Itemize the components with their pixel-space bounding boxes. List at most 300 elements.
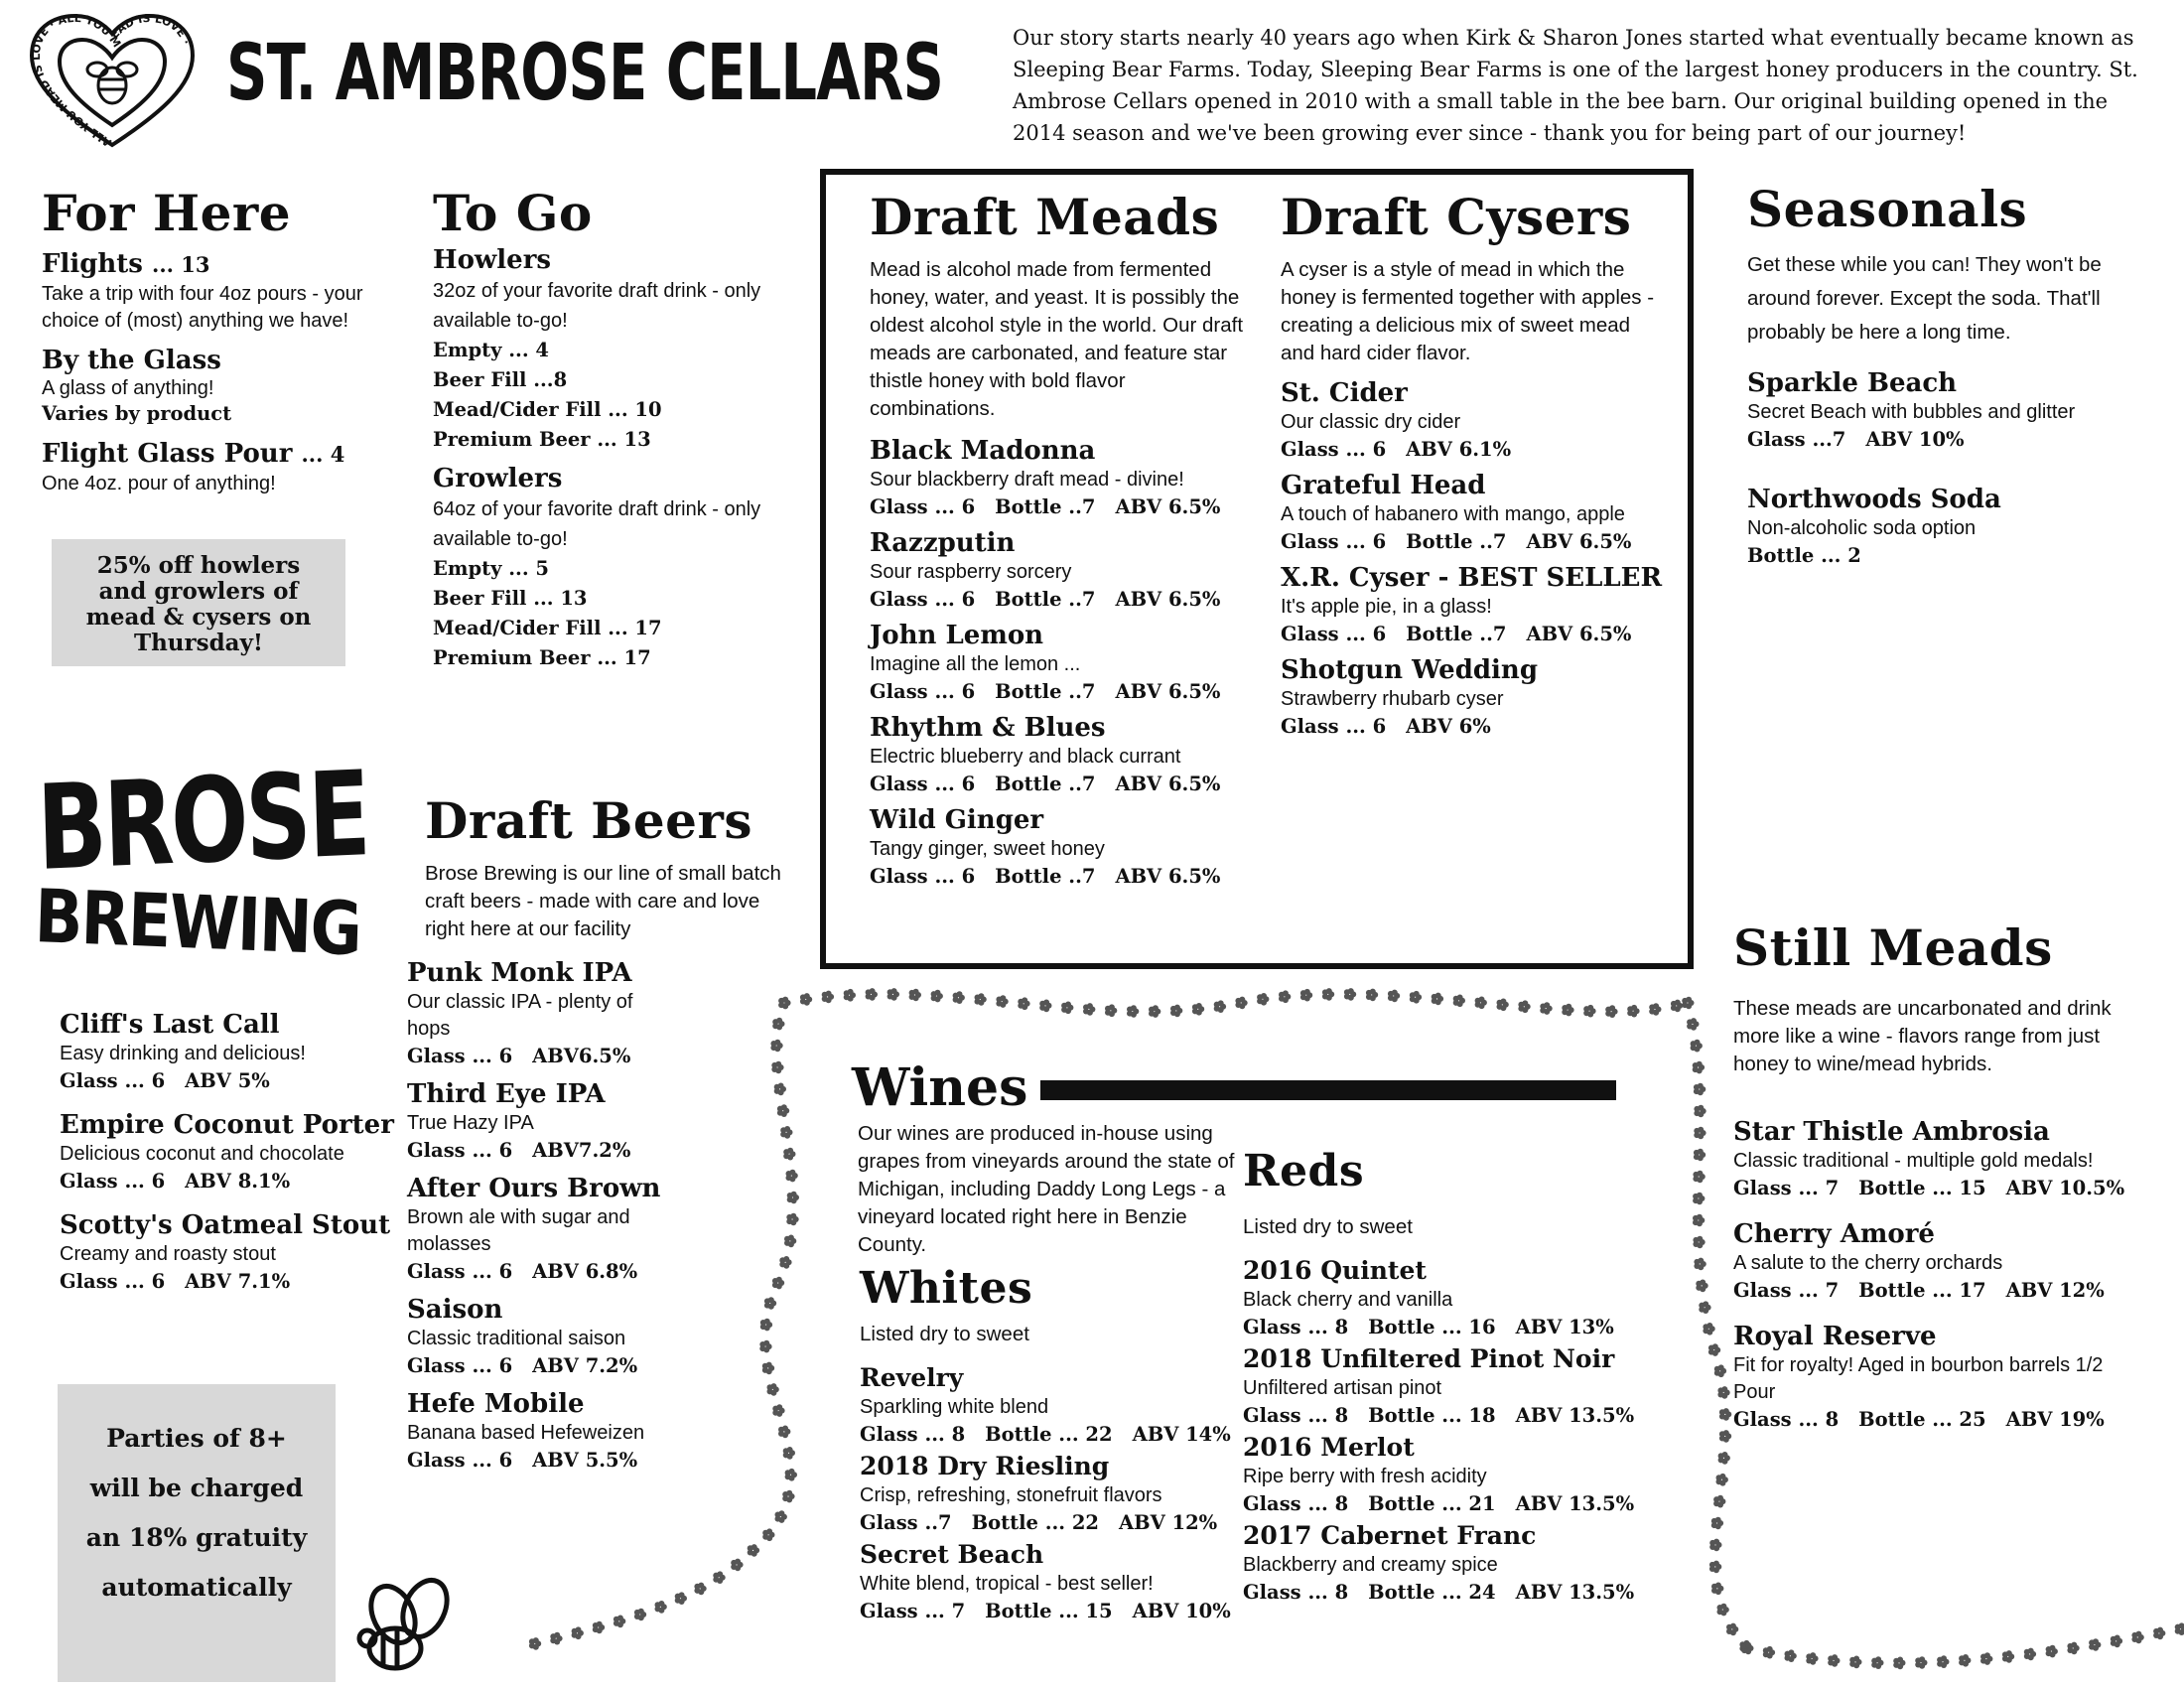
- item-name: Saison: [407, 1295, 503, 1325]
- flower-dot: [1718, 1452, 1730, 1465]
- menu-item: [1281, 562, 1668, 648]
- price-value: Glass ... 6: [1281, 530, 1387, 553]
- menu-item: [407, 1173, 804, 1286]
- wines-title-rule: [1040, 1080, 1616, 1100]
- flower-dot: [1410, 991, 1422, 1004]
- price-value: Glass ... 8: [1243, 1492, 1349, 1515]
- menu-item: [860, 1539, 1237, 1625]
- flower-dot: [1583, 1005, 1595, 1018]
- price-value: ABV 14%: [1132, 1423, 1231, 1446]
- section-title: For Here: [42, 184, 292, 242]
- item-prices: [407, 1352, 804, 1380]
- gratuity-box: Parties of 8+ will be charged an 18% gratuity automatically: [58, 1384, 336, 1682]
- item-prices: [60, 1067, 417, 1095]
- menu-item: [1281, 654, 1668, 741]
- flower-dot: [1714, 1364, 1726, 1377]
- price-value: Glass ... 8: [1243, 1404, 1349, 1427]
- flower-dot: [1627, 1005, 1639, 1018]
- flower-dot: [1694, 1127, 1706, 1140]
- bee-icon: [353, 1563, 463, 1682]
- flower-dot: [1717, 1386, 1729, 1399]
- price-value: Bottle ... 25: [1858, 1408, 1986, 1431]
- flower-dot: [634, 1609, 646, 1621]
- price-value: Bottle ... 17: [1858, 1279, 1986, 1302]
- item-desc: A touch of habanero with mango, apple: [1281, 503, 1625, 525]
- price-value: Glass ... 7: [1733, 1279, 1840, 1302]
- flower-dot: [2175, 1622, 2184, 1635]
- flower-dot: [1214, 1000, 1226, 1013]
- price-value: Bottle ..7: [1406, 623, 1507, 645]
- item-desc: Classic traditional saison: [407, 1328, 626, 1349]
- flower-dot: [1763, 1646, 1775, 1659]
- flower-dot: [1649, 1003, 1661, 1016]
- section-intro: Mead is alcohol made from fermented honey, water, and yeast. It is possibly the oldest alcohol style in the world. Our draft meads are carbonated, and feature star thistle honey with bold flavor combinations.: [870, 258, 1244, 420]
- seal-text: ALL YOU MEAD IS LOVE · ALL YOU MEAD IS LOVE ·: [29, 14, 194, 150]
- item-name: Revelry: [860, 1363, 964, 1392]
- growlers-group: [433, 463, 770, 673]
- price-value: ABV 6.5%: [1115, 495, 1221, 518]
- item-desc: 64oz of your favorite draft drink - only available to-go!: [433, 498, 761, 550]
- item-prices: [1243, 1490, 1660, 1518]
- flower-dot: [1719, 1430, 1731, 1443]
- item-name: Sparkle Beach: [1747, 368, 1958, 398]
- flower-dot: [529, 1637, 541, 1650]
- item-name: Howlers: [433, 245, 552, 275]
- item-prices: [1243, 1402, 1660, 1430]
- item-name: Hefe Mobile: [407, 1389, 585, 1419]
- item-name: St. Cider: [1281, 378, 1408, 408]
- item-note: Varies by product: [42, 402, 232, 425]
- brose-brewing-logo: [33, 745, 393, 973]
- item-price: ... 4: [301, 442, 345, 467]
- item-name: Growlers: [433, 464, 563, 493]
- flower-dot: [2002, 1650, 2014, 1663]
- item-prices: [407, 1258, 804, 1286]
- price-value: Bottle ..7: [995, 773, 1096, 795]
- section-title: Whites: [860, 1263, 1033, 1314]
- item-desc: Banana based Hefeweizen: [407, 1422, 645, 1444]
- flower-dot: [931, 990, 943, 1003]
- flower-dot: [1741, 1642, 1753, 1655]
- flower-dot: [1711, 1583, 1723, 1596]
- price-value: ABV 13%: [1515, 1316, 1614, 1338]
- price-value: ABV 6.5%: [1526, 530, 1632, 553]
- item-desc: One 4oz. pour of anything!: [42, 473, 276, 494]
- section-title: To Go: [433, 184, 593, 242]
- price-value: Glass ... 6: [60, 1270, 166, 1293]
- seasonals-section: [1747, 180, 2144, 600]
- flower-dot: [614, 1616, 625, 1628]
- item-name: Rhythm & Blues: [870, 713, 1106, 743]
- price-value: ABV6.5%: [532, 1045, 631, 1067]
- price-value: ABV 6.5%: [1115, 865, 1221, 888]
- price-value: Glass ... 6: [407, 1045, 513, 1067]
- item-desc: Our classic IPA - plenty of hops: [407, 991, 633, 1040]
- menu-item: [860, 1451, 1237, 1537]
- price-value: Glass ... 6: [1281, 623, 1387, 645]
- item-desc: Our classic dry cider: [1281, 411, 1461, 433]
- price-value: Bottle ... 21: [1368, 1492, 1496, 1515]
- logo-line-1: BROSE: [35, 745, 369, 897]
- flower-dot: [996, 995, 1008, 1008]
- item-desc: Black cherry and vanilla: [1243, 1289, 1453, 1311]
- price-value: Glass ... 6: [1281, 715, 1387, 738]
- flower-dot: [1980, 1652, 1992, 1665]
- item-prices: [870, 493, 1247, 521]
- price-value: Bottle ... 15: [985, 1600, 1113, 1622]
- item-desc: Sparkling white blend: [860, 1396, 1049, 1418]
- item-name: Razzputin: [870, 528, 1016, 558]
- price-value: Glass ... 6: [407, 1139, 513, 1162]
- flower-dot: [1497, 999, 1509, 1012]
- item-name: Northwoods Soda: [1747, 485, 2001, 514]
- flower-dot: [1693, 1061, 1705, 1074]
- flower-dot: [782, 1490, 794, 1503]
- price-value: Glass ... 6: [870, 773, 976, 795]
- item-desc: Unfiltered artisan pinot: [1243, 1377, 1442, 1399]
- item-desc: Classic traditional - multiple gold medals!: [1733, 1150, 2094, 1172]
- flower-dot: [1605, 1005, 1617, 1018]
- flower-dot: [762, 1528, 774, 1541]
- item-name: Star Thistle Ambrosia: [1733, 1117, 2050, 1147]
- item-prices: [1747, 542, 2144, 570]
- price-value: ABV 8.1%: [185, 1170, 291, 1193]
- flower-dot: [1061, 1002, 1073, 1015]
- flower-dot: [1693, 1214, 1705, 1227]
- price-value: ABV 6.5%: [1115, 680, 1221, 703]
- price-value: Glass ... 6: [870, 588, 976, 611]
- flower-dot: [1344, 988, 1356, 1001]
- price-value: ABV 6.5%: [1526, 623, 1632, 645]
- page-title: ST. AMBROSE CELLARS: [226, 29, 944, 118]
- flower-dot: [1711, 1517, 1723, 1530]
- item-prices: [60, 1268, 417, 1296]
- price-value: Bottle ... 22: [971, 1511, 1099, 1534]
- price-value: ABV 13.5%: [1515, 1581, 1635, 1604]
- menu-item: [1243, 1432, 1660, 1518]
- flower-dot: [1322, 988, 1334, 1001]
- flower-dot: [1671, 1000, 1683, 1013]
- flower-dot: [1475, 997, 1487, 1010]
- price-value: Bottle ... 16: [1368, 1316, 1496, 1338]
- price-value: ABV 6.5%: [1115, 588, 1221, 611]
- section-title: Draft Cysers: [1281, 188, 1632, 246]
- price-value: Bottle ..7: [995, 588, 1096, 611]
- flower-dot: [1694, 1105, 1706, 1118]
- item-desc: Delicious coconut and chocolate: [60, 1143, 344, 1165]
- item-prices: [1243, 1314, 1660, 1341]
- flower-dot: [2111, 1635, 2122, 1648]
- draft-cysers-section: [1281, 188, 1668, 747]
- whites-section: [860, 1263, 1237, 1627]
- menu-item: [407, 1294, 804, 1380]
- menu-item: [1243, 1255, 1660, 1341]
- flower-dot: [1719, 1408, 1731, 1421]
- flower-dot: [1127, 1005, 1139, 1018]
- item-prices: [870, 586, 1247, 614]
- price-value: ABV 6%: [1406, 715, 1491, 738]
- item-desc: True Hazy IPA: [407, 1112, 534, 1134]
- item-prices: [1733, 1175, 2130, 1202]
- price-value: Glass ... 6: [407, 1354, 513, 1377]
- menu-item: [407, 1388, 804, 1475]
- item-prices: [1281, 621, 1668, 648]
- price-value: Glass ... 6: [870, 495, 976, 518]
- item-prices: [1243, 1579, 1660, 1607]
- flower-dot: [1937, 1655, 1949, 1668]
- heart-seal-logo: [28, 14, 197, 153]
- item-name: Secret Beach: [860, 1540, 1044, 1569]
- section-sub: Listed dry to sweet: [1243, 1215, 1413, 1238]
- flower-dot: [1562, 1004, 1573, 1017]
- menu-item: [1281, 470, 1668, 556]
- section-title: Draft Beers: [425, 791, 752, 850]
- price-value: Glass ... 6: [60, 1170, 166, 1193]
- price-value: ABV 19%: [2005, 1408, 2105, 1431]
- item-name: By the Glass: [42, 346, 221, 375]
- section-title: Draft Meads: [870, 188, 1220, 246]
- reds-section: [1243, 1146, 1660, 1609]
- item-prices: [1733, 1406, 2130, 1434]
- price-value: ABV 7.2%: [532, 1354, 638, 1377]
- flower-dot: [1540, 1002, 1552, 1015]
- flower-dot: [975, 993, 987, 1006]
- item-prices: [860, 1509, 1237, 1537]
- item-prices: [1281, 528, 1668, 556]
- flower-dot: [1682, 997, 1694, 1010]
- menu-item: [60, 1109, 417, 1196]
- story-paragraph: Our story starts nearly 40 years ago when Kirk & Sharon Jones started what eventually became known as Sleeping Bear Farms. Today, Sleeping Bear Farms is one of the largest honey producers in the country. St. Ambrose Cellars opened in 2010 with a small table in the bee barn. Our original building opened in the 2014 season and we've been growing ever since - thank you for being part of our journey!: [1013, 26, 2138, 145]
- menu-item: [1733, 1218, 2130, 1305]
- flower-dot: [1192, 1003, 1204, 1016]
- flower-dot: [2089, 1638, 2101, 1651]
- flower-dot: [1694, 1258, 1706, 1271]
- promo-box: 25% off howlers and growlers of mead & cysers on Thursday!: [52, 539, 345, 666]
- item-name: 2017 Cabernet Franc: [1243, 1521, 1537, 1550]
- menu-item: [870, 620, 1247, 706]
- flower-dot: [572, 1626, 584, 1639]
- flower-dot: [1915, 1656, 1927, 1669]
- price-value: Bottle ... 15: [1858, 1177, 1986, 1199]
- menu-item: [60, 1009, 417, 1095]
- item-desc: White blend, tropical - best seller!: [860, 1573, 1154, 1595]
- flower-dot: [1149, 1005, 1160, 1018]
- item-name: Flights: [42, 249, 143, 279]
- item-name: Black Madonna: [870, 436, 1096, 466]
- flower-dot: [1693, 1193, 1705, 1205]
- flower-dot: [1694, 1149, 1706, 1162]
- item-prices: [870, 771, 1247, 798]
- menu-item: [870, 527, 1247, 614]
- flower-dot: [1693, 1236, 1705, 1249]
- price-value: Glass ... 6: [407, 1449, 513, 1472]
- price-value: Glass ... 6: [870, 865, 976, 888]
- flower-dot: [1018, 997, 1029, 1010]
- item-name: Shotgun Wedding: [1281, 655, 1539, 685]
- flower-dot: [2046, 1645, 2058, 1658]
- price-value: Glass ... 8: [1243, 1581, 1349, 1604]
- flower-dot: [909, 989, 921, 1002]
- flower-dot: [675, 1592, 687, 1605]
- item-name: 2018 Dry Riesling: [860, 1452, 1110, 1480]
- wines-title: Wines: [852, 1057, 1028, 1118]
- item-name: Grateful Head: [1281, 471, 1486, 500]
- price-value: Glass ... 8: [1733, 1408, 1840, 1431]
- price-value: Glass ... 6: [407, 1260, 513, 1283]
- item-prices: [407, 1447, 804, 1475]
- flower-dot: [1694, 1083, 1706, 1096]
- item-name: Wild Ginger: [870, 805, 1044, 835]
- item-name: Royal Reserve: [1733, 1322, 1937, 1351]
- flower-dot: [1687, 1018, 1699, 1031]
- flower-dot: [1959, 1654, 1971, 1667]
- menu-item: [870, 435, 1247, 521]
- price-value: Glass ... 7: [1733, 1177, 1840, 1199]
- flower-dot: [1703, 1323, 1714, 1336]
- draft-meads-section: [870, 188, 1247, 897]
- item-desc: Electric blueberry and black currant: [870, 746, 1181, 768]
- flower-dot: [1235, 997, 1247, 1010]
- item-name: Punk Monk IPA: [407, 958, 632, 988]
- menu-item: [870, 712, 1247, 798]
- menu-item: [42, 438, 409, 497]
- flower-dot: [2131, 1631, 2143, 1644]
- item-price: ... 13: [152, 252, 210, 277]
- flower-dot: [1691, 1040, 1703, 1053]
- still-meads-section: [1733, 918, 2130, 1450]
- price-value: Bottle ..7: [995, 865, 1096, 888]
- item-prices: [60, 1168, 417, 1196]
- flower-dot: [1717, 1604, 1729, 1617]
- price-value: ABV 10.5%: [2005, 1177, 2125, 1199]
- flower-dot: [1453, 995, 1465, 1008]
- item-name: Third Eye IPA: [407, 1079, 606, 1109]
- flower-dot: [713, 1571, 725, 1584]
- flower-dot: [1279, 990, 1291, 1003]
- item-prices: [1733, 1277, 2130, 1305]
- flower-dot: [953, 991, 965, 1004]
- item-prices: [1281, 436, 1668, 464]
- section-intro: These meads are uncarbonated and drink more like a wine - flavors range from just honey to wine/mead hybrids.: [1733, 997, 2112, 1075]
- menu-item: [42, 248, 409, 335]
- price-value: Bottle ..7: [995, 680, 1096, 703]
- price-value: Glass ... 8: [1243, 1316, 1349, 1338]
- item-name: 2016 Merlot: [1243, 1433, 1415, 1462]
- price-value: Bottle ... 22: [985, 1423, 1113, 1446]
- section-title: Seasonals: [1747, 180, 2028, 238]
- for-here-section: [42, 184, 409, 507]
- item-desc: Non-alcoholic soda option: [1747, 517, 1977, 539]
- price-line: Premium Beer ... 17: [433, 646, 651, 669]
- item-name: 2018 Unfiltered Pinot Noir: [1243, 1344, 1615, 1373]
- menu-item: [1747, 367, 2144, 454]
- flower-dot: [866, 988, 878, 1001]
- flower-dot: [2024, 1648, 2036, 1661]
- flower-dot: [731, 1559, 743, 1572]
- price-value: Glass ...7: [1747, 428, 1846, 451]
- item-desc: Take a trip with four 4oz pours - your choice of (most) anything we have!: [42, 283, 363, 332]
- section-intro: Brose Brewing is our line of small batch craft beers - made with care and love right here at our facility: [425, 862, 781, 940]
- flower-dot: [1739, 1640, 1751, 1653]
- flower-dot: [1696, 1280, 1707, 1293]
- logo-line-2: BREWING: [33, 874, 362, 973]
- price-line: Mead/Cider Fill ... 17: [433, 617, 662, 639]
- price-value: Bottle ... 2: [1747, 544, 1861, 567]
- flower-dot: [1699, 1301, 1710, 1314]
- price-value: ABV 6.5%: [1115, 773, 1221, 795]
- item-desc: Fit for royalty! Aged in bourbon barrels 1/2 Pour: [1733, 1354, 2104, 1403]
- price-value: Glass ..7: [860, 1511, 952, 1534]
- price-value: ABV 12%: [2005, 1279, 2105, 1302]
- flower-dot: [1785, 1649, 1797, 1662]
- price-value: Glass ... 7: [860, 1600, 966, 1622]
- menu-item: [1243, 1520, 1660, 1607]
- price-value: Bottle ... 24: [1368, 1581, 1496, 1604]
- flower-dot: [1083, 1003, 1095, 1016]
- price-value: ABV 5%: [185, 1069, 270, 1092]
- menu-item: [60, 1209, 417, 1296]
- item-desc: Blackberry and creamy spice: [1243, 1554, 1498, 1576]
- price-value: Bottle ... 18: [1368, 1404, 1496, 1427]
- flower-dot: [1300, 989, 1312, 1002]
- section-title: Reds: [1243, 1146, 1365, 1196]
- menu-item: [870, 804, 1247, 891]
- flower-dot: [1713, 1495, 1725, 1508]
- flower-dot: [1257, 993, 1269, 1006]
- flower-dot: [1039, 1000, 1051, 1013]
- item-name: Empire Coconut Porter: [60, 1110, 394, 1140]
- item-prices: [860, 1421, 1237, 1449]
- item-desc: Sour blackberry draft mead - divine!: [870, 469, 1184, 491]
- menu-item: [1281, 377, 1668, 464]
- item-desc: A glass of anything!: [42, 377, 214, 399]
- item-name: Cliff's Last Call: [60, 1010, 280, 1040]
- price-line: Beer Fill ... 13: [433, 587, 588, 610]
- price-value: ABV 7.1%: [185, 1270, 291, 1293]
- item-desc: Creamy and roasty stout: [60, 1243, 276, 1265]
- item-name: After Ours Brown: [407, 1174, 661, 1203]
- item-prices: [407, 1137, 804, 1165]
- price-line: Empty ... 5: [433, 557, 549, 580]
- wines-intro: Our wines are produced in-house using grapes from vineyards around the state of Michigan, including Daddy Long Legs - a vineyard located right here in Benzie County.: [858, 1122, 1235, 1256]
- menu-item: [407, 1078, 804, 1165]
- item-prices: [870, 678, 1247, 706]
- item-desc: Imagine all the lemon ...: [870, 653, 1081, 675]
- flower-dot: [844, 989, 856, 1002]
- price-value: ABV 12%: [1119, 1511, 1218, 1534]
- item-desc: Easy drinking and delicious!: [60, 1043, 306, 1064]
- price-value: ABV 13.5%: [1515, 1404, 1635, 1427]
- item-name: Scotty's Oatmeal Stout: [60, 1210, 391, 1240]
- price-value: Glass ... 6: [870, 680, 976, 703]
- item-desc: It's apple pie, in a glass!: [1281, 596, 1492, 618]
- flower-dot: [1432, 993, 1443, 1006]
- flower-dot: [1366, 989, 1378, 1002]
- flower-dot: [1693, 1171, 1705, 1184]
- flower-dot: [655, 1601, 667, 1614]
- price-value: ABV 5.5%: [532, 1449, 638, 1472]
- price-value: Glass ... 6: [60, 1069, 166, 1092]
- flower-dot: [1716, 1474, 1728, 1486]
- flower-dot: [1709, 1561, 1721, 1574]
- item-name: John Lemon: [870, 621, 1044, 650]
- section-title: Still Meads: [1733, 918, 2053, 977]
- item-desc: Crisp, refreshing, stonefruit flavors: [860, 1484, 1162, 1506]
- price-line: Empty ... 4: [433, 339, 549, 361]
- flower-dot: [1708, 1343, 1720, 1356]
- item-prices: [1281, 713, 1668, 741]
- flower-dot: [593, 1621, 605, 1634]
